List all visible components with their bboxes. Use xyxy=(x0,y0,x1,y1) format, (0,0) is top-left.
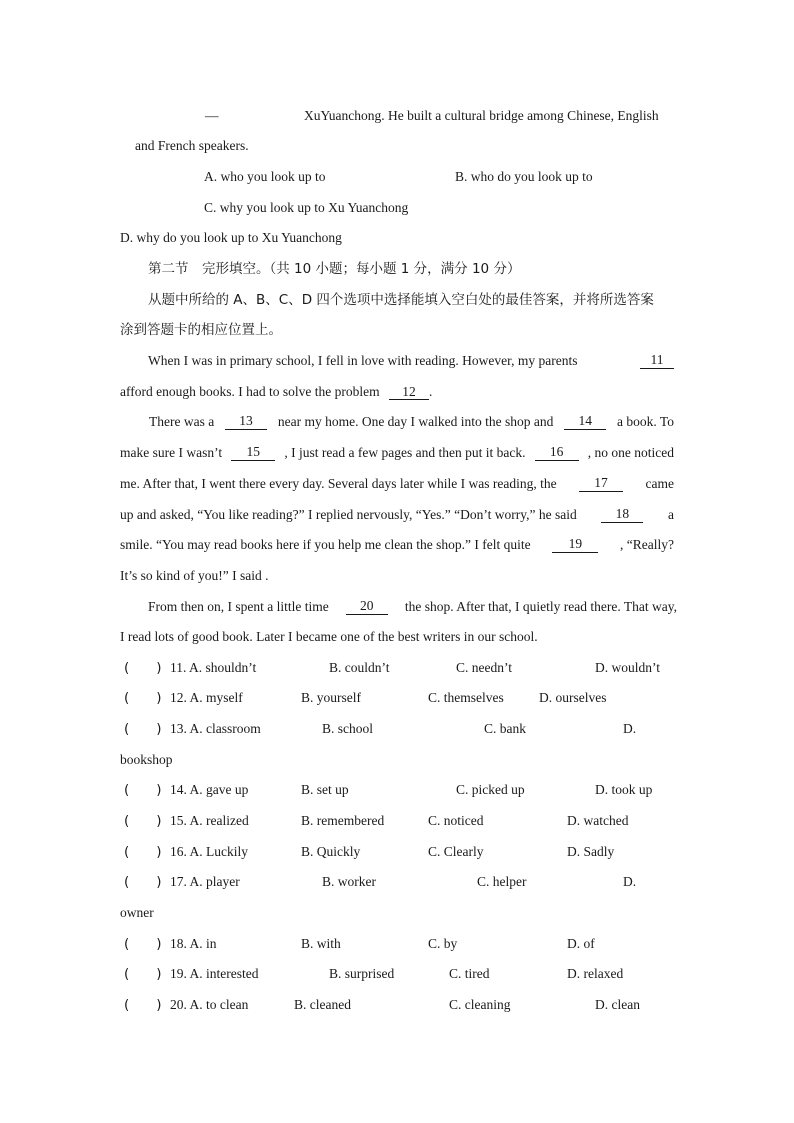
option-17-b[interactable]: B. worker xyxy=(322,874,376,889)
blank-18: 18 xyxy=(601,507,643,523)
option-13-d-text[interactable]: bookshop xyxy=(120,752,173,767)
option-17-d[interactable]: D. xyxy=(623,874,637,889)
q10-option-b: B. who do you look up to xyxy=(455,169,593,184)
option-19-a[interactable]: 19. A. interested xyxy=(170,966,259,981)
blank-12: 12 xyxy=(389,385,429,400)
q10-text-line1: XuYuanchong. He built a cultural bridge among Chinese, English xyxy=(304,108,659,123)
option-18-c[interactable]: C. by xyxy=(428,936,458,951)
passage-line-6: up and asked, “You like reading?” I replied nervously, “Yes.” “Don’t worry,” he said 18 a xyxy=(120,506,674,522)
option-13-a[interactable]: 13. A. classroom xyxy=(170,721,261,736)
option-17-c[interactable]: C. helper xyxy=(477,874,527,889)
option-16-a[interactable]: 16. A. Luckily xyxy=(170,844,248,859)
answer-paren-17[interactable]: ( ) xyxy=(124,874,162,890)
blank-17: 17 xyxy=(579,476,623,492)
option-16-c[interactable]: C. Clearly xyxy=(428,844,484,859)
answer-paren-20[interactable]: ( ) xyxy=(124,997,162,1013)
option-19-d[interactable]: D. relaxed xyxy=(567,966,624,981)
option-12-c[interactable]: C. themselves xyxy=(428,690,504,705)
passage-line-7: smile. “You may read books here if you help me clean the shop.” I felt quite 19 , “Really? xyxy=(120,536,674,552)
blank-11: 11 xyxy=(640,353,674,369)
answer-paren-18[interactable]: ( ) xyxy=(124,936,162,952)
answer-paren-16[interactable]: ( ) xyxy=(124,844,162,860)
option-14-b[interactable]: B. set up xyxy=(301,782,349,797)
q10-option-d: D. why do you look up to Xu Yuanchong xyxy=(120,230,342,245)
answer-paren-15[interactable]: ( ) xyxy=(124,813,162,829)
q10-option-a: A. who you look up to xyxy=(204,169,326,184)
answer-paren-14[interactable]: ( ) xyxy=(124,782,162,798)
option-17-a[interactable]: 17. A. player xyxy=(170,874,240,889)
option-19-b[interactable]: B. surprised xyxy=(329,966,395,981)
option-11-d[interactable]: D. wouldn’t xyxy=(595,660,661,675)
option-12-a[interactable]: 12. A. myself xyxy=(170,690,243,705)
blank-15: 15 xyxy=(231,445,275,461)
section-instruction-line2: 涂到答题卡的相应位置上。 xyxy=(120,322,282,338)
option-15-a[interactable]: 15. A. realized xyxy=(170,813,249,828)
option-16-b[interactable]: B. Quickly xyxy=(301,844,361,859)
q10-dash: — xyxy=(205,108,219,123)
passage-line-4: make sure I wasn’t 15 , I just read a few pages and then put it back. 16 , no one noticed xyxy=(120,444,674,460)
blank-19: 19 xyxy=(552,537,598,553)
option-13-c[interactable]: C. bank xyxy=(484,721,526,736)
option-20-b[interactable]: B. cleaned xyxy=(294,997,351,1012)
option-20-c[interactable]: C. cleaning xyxy=(449,997,511,1012)
option-11-b[interactable]: B. couldn’t xyxy=(329,660,390,675)
option-15-c[interactable]: C. noticed xyxy=(428,813,484,828)
q10-option-c: C. why you look up to Xu Yuanchong xyxy=(204,200,409,215)
option-14-c[interactable]: C. picked up xyxy=(456,782,525,797)
option-14-d[interactable]: D. took up xyxy=(595,782,653,797)
option-12-d[interactable]: D. ourselves xyxy=(539,690,607,705)
blank-13: 13 xyxy=(225,414,267,430)
option-15-d[interactable]: D. watched xyxy=(567,813,629,828)
option-18-a[interactable]: 18. A. in xyxy=(170,936,217,951)
option-12-b[interactable]: B. yourself xyxy=(301,690,361,705)
option-15-b[interactable]: B. remembered xyxy=(301,813,385,828)
option-11-a[interactable]: 11. A. shouldn’t xyxy=(170,660,257,675)
passage-line-9: From then on, I spent a little time 20 the shop. After that, I quietly read there. That way, xyxy=(148,598,677,614)
option-13-b[interactable]: B. school xyxy=(322,721,374,736)
option-19-c[interactable]: C. tired xyxy=(449,966,490,981)
answer-paren-11[interactable]: ( ) xyxy=(124,660,162,676)
option-18-b[interactable]: B. with xyxy=(301,936,341,951)
option-20-d[interactable]: D. clean xyxy=(595,997,640,1012)
q10-text-line2: and French speakers. xyxy=(135,138,249,153)
answer-paren-13[interactable]: ( ) xyxy=(124,721,162,737)
blank-14: 14 xyxy=(564,414,606,430)
option-13-d[interactable]: D. xyxy=(623,721,637,736)
section-instruction-line1: 从题中所给的 A、B、C、D 四个选项中选择能填入空白处的最佳答案，并将所选答案 xyxy=(148,292,654,308)
passage-line-8: It’s so kind of you!” I said . xyxy=(120,568,269,583)
passage-line-2: afford enough books. I had to solve the problem 12 . xyxy=(120,384,433,399)
blank-16: 16 xyxy=(535,445,579,461)
passage-line-3: There was a 13 near my home. One day I walked into the shop and 14 a book. To xyxy=(149,413,674,429)
option-16-d[interactable]: D. Sadly xyxy=(567,844,615,859)
passage-line-1: When I was in primary school, I fell in love with reading. However, my parents 11 xyxy=(148,353,674,369)
answer-paren-19[interactable]: ( ) xyxy=(124,966,162,982)
answer-paren-12[interactable]: ( ) xyxy=(124,690,162,706)
option-11-c[interactable]: C. needn’t xyxy=(456,660,512,675)
option-18-d[interactable]: D. of xyxy=(567,936,595,951)
option-17-d-text[interactable]: owner xyxy=(120,905,154,920)
passage-line-5: me. After that, I went there every day. Several days later while I was reading, the 17 came xyxy=(120,475,674,491)
option-14-a[interactable]: 14. A. gave up xyxy=(170,782,249,797)
blank-20: 20 xyxy=(346,599,388,615)
option-20-a[interactable]: 20. A. to clean xyxy=(170,997,249,1012)
passage-line-10: I read lots of good book. Later I became one of the best writers in our school. xyxy=(120,629,538,644)
section-title: 第二节 完形填空。（共 10 小题；每小题 1 分，满分 10 分） xyxy=(148,261,521,277)
